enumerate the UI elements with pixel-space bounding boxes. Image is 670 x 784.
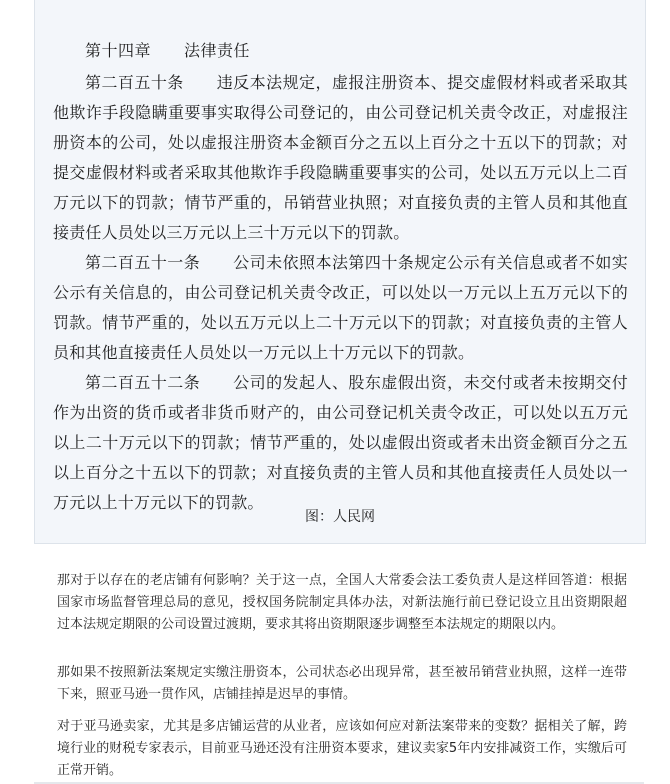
article-text: 公司未依照本法第四十条规定公示有关信息或者不如实公示有关信息的，由公司登记机关责令改正，可以处以一万元以上五万元以下的罚款。情节严重的，处以五万元以上二十万元以下的罚款；对直接负责的主管人员和其他直接责任人员处以一万元以上十万元以下的罚款。 xyxy=(53,253,628,362)
image-caption: 图：人民网 xyxy=(305,509,375,525)
article-text: 公司的发起人、股东虚假出资，未交付或者未按期交付作为出资的货币或者非货币财产的，由公司登记机关责令改正，可以处以五万元以上二十万元以下的罚款；情节严重的，处以虚假出资或者未出资金额百分之五以上百分之十五以下的罚款；对直接负责的主管人员和其他直接责任人员处以一万元以上十万元以下的罚款。 xyxy=(53,373,628,512)
article-number: 第二百五十一条 xyxy=(85,253,201,272)
paragraph-3: 对于亚马逊卖家，尤其是多店铺运营的从业者，应该如何应对新法案带来的变数？据相关了解，跨境行业的财税专家表示，目前亚马逊还没有注册资本要求，建议卖家5年内安排减资工作，实缴后可正常开销。 xyxy=(57,719,627,778)
article-number: 第二百五十条 xyxy=(85,73,184,92)
article-number: 第二百五十二条 xyxy=(85,373,201,392)
article-250 xyxy=(53,68,628,248)
article-text: 违反本法规定，虚报注册资本、提交虚假材料或者采取其他欺诈手段隐瞒重要事实取得公司登记的，由公司登记机关责令改正，对虚报注册资本的公司，处以虚报注册资本金额百分之五以上百分之十五以下的罚款；对提交虚假材料或者采取其他欺诈手段隐瞒重要事实的公司，处以五万元以上二百万元以下的罚款；情节严重的，吊销营业执照；对直接负责的主管人员和其他直接责任人员处以三万元以上三十万元以下的罚款。 xyxy=(53,73,629,242)
article-251 xyxy=(53,248,628,368)
article-252 xyxy=(53,368,628,518)
chapter-title: 第十四章 法律责任 xyxy=(85,41,251,60)
law-excerpt-image xyxy=(34,0,646,544)
paragraph-2: 那如果不按照新法案规定实缴注册资本，公司状态必出现异常，甚至被吊销营业执照，这样一连带下来，照亚马逊一贯作风，店铺挂掉是迟早的事情。 xyxy=(57,665,627,702)
paragraph-1: 那对于以存在的老店铺有何影响？关于这一点，全国人大常委会法工委负责人是这样回答道：根据国家市场监督管理总局的意见，授权国务院制定具体办法，对新法施行前已登记设立且出资期限超过本法规定期限的公司设置过渡期，要求其将出资期限逐步调整至本法规定的期限以内。 xyxy=(57,573,627,632)
